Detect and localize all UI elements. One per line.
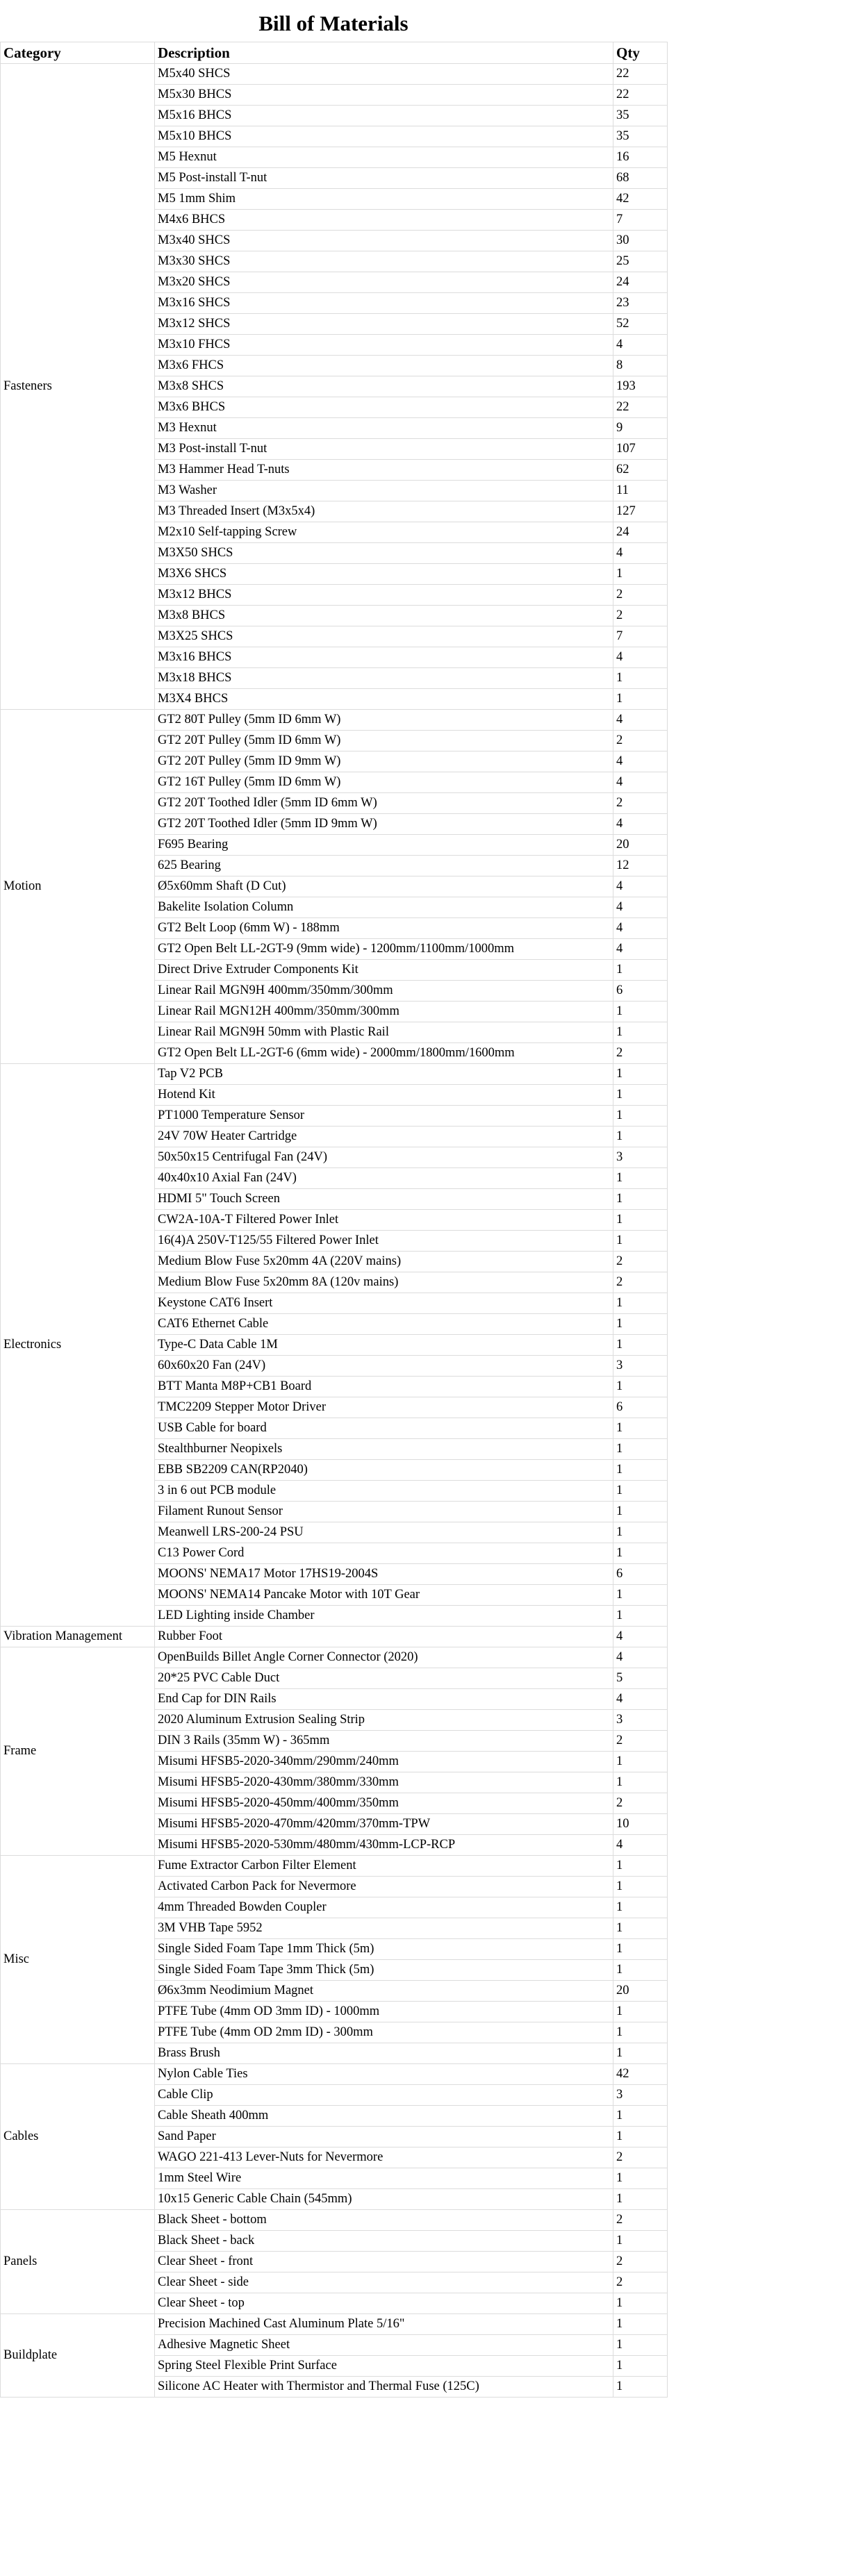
- qty-cell: 1: [613, 1064, 668, 1085]
- description-cell: 24V 70W Heater Cartridge: [155, 1127, 613, 1147]
- table-body: [1, 64, 668, 2398]
- description-cell: EBB SB2209 CAN(RP2040): [155, 1460, 613, 1481]
- qty-cell: 62: [613, 460, 668, 481]
- description-cell: M3x16 BHCS: [155, 647, 613, 668]
- description-cell: M3x20 SHCS: [155, 272, 613, 293]
- description-cell: M3x6 FHCS: [155, 356, 613, 376]
- qty-cell: 24: [613, 522, 668, 543]
- qty-cell: 1: [613, 1856, 668, 1877]
- description-cell: M3x12 SHCS: [155, 314, 613, 335]
- description-cell: GT2 20T Toothed Idler (5mm ID 6mm W): [155, 793, 613, 814]
- description-cell: 50x50x15 Centrifugal Fan (24V): [155, 1147, 613, 1168]
- qty-cell: 3: [613, 1710, 668, 1731]
- qty-cell: 127: [613, 501, 668, 522]
- description-cell: Adhesive Magnetic Sheet: [155, 2335, 613, 2356]
- description-cell: PT1000 Temperature Sensor: [155, 1106, 613, 1127]
- description-cell: M3x10 FHCS: [155, 335, 613, 356]
- description-cell: GT2 Open Belt LL-2GT-9 (9mm wide) - 1200mm/1100mm/1000mm: [155, 939, 613, 960]
- description-cell: OpenBuilds Billet Angle Corner Connector (2020): [155, 1647, 613, 1668]
- qty-cell: 1: [613, 1502, 668, 1522]
- description-cell: 3M VHB Tape 5952: [155, 1918, 613, 1939]
- qty-cell: 42: [613, 2064, 668, 2085]
- description-cell: M3X6 SHCS: [155, 564, 613, 585]
- description-cell: USB Cable for board: [155, 1418, 613, 1439]
- qty-cell: 1: [613, 1314, 668, 1335]
- qty-cell: 1: [613, 1168, 668, 1189]
- qty-cell: 2: [613, 2252, 668, 2272]
- description-cell: Misumi HFSB5-2020-530mm/480mm/430mm-LCP-RCP: [155, 1835, 613, 1856]
- description-cell: Tap V2 PCB: [155, 1064, 613, 1085]
- description-cell: Filament Runout Sensor: [155, 1502, 613, 1522]
- qty-cell: 4: [613, 543, 668, 564]
- qty-cell: 1: [613, 1377, 668, 1397]
- description-cell: Cable Sheath 400mm: [155, 2106, 613, 2127]
- category-cell: Cables: [1, 2064, 155, 2210]
- qty-cell: 4: [613, 1835, 668, 1856]
- description-cell: M3X25 SHCS: [155, 626, 613, 647]
- description-cell: M3 Post-install T-nut: [155, 439, 613, 460]
- qty-cell: 193: [613, 376, 668, 397]
- description-cell: C13 Power Cord: [155, 1543, 613, 1564]
- qty-cell: 1: [613, 1293, 668, 1314]
- qty-cell: 1: [613, 2127, 668, 2147]
- description-cell: Nylon Cable Ties: [155, 2064, 613, 2085]
- description-cell: CW2A-10A-T Filtered Power Inlet: [155, 1210, 613, 1231]
- description-cell: Misumi HFSB5-2020-340mm/290mm/240mm: [155, 1752, 613, 1772]
- description-cell: M3X4 BHCS: [155, 689, 613, 710]
- description-cell: 3 in 6 out PCB module: [155, 1481, 613, 1502]
- description-cell: Activated Carbon Pack for Nevermore: [155, 1877, 613, 1897]
- description-cell: 10x15 Generic Cable Chain (545mm): [155, 2189, 613, 2210]
- qty-cell: 52: [613, 314, 668, 335]
- description-cell: M3x8 BHCS: [155, 606, 613, 626]
- description-cell: Rubber Foot: [155, 1627, 613, 1647]
- qty-cell: 1: [613, 1022, 668, 1043]
- description-cell: M3x18 BHCS: [155, 668, 613, 689]
- description-cell: M5x40 SHCS: [155, 64, 613, 85]
- qty-cell: 1: [613, 1877, 668, 1897]
- qty-cell: 3: [613, 1147, 668, 1168]
- description-cell: Clear Sheet - front: [155, 2252, 613, 2272]
- qty-cell: 1: [613, 1772, 668, 1793]
- description-cell: 20*25 PVC Cable Duct: [155, 1668, 613, 1689]
- qty-cell: 35: [613, 126, 668, 147]
- description-cell: PTFE Tube (4mm OD 3mm ID) - 1000mm: [155, 2002, 613, 2022]
- table-row: [1, 710, 668, 731]
- qty-cell: 4: [613, 939, 668, 960]
- header-category: Category: [1, 42, 155, 64]
- qty-cell: 42: [613, 189, 668, 210]
- qty-cell: 1: [613, 1127, 668, 1147]
- qty-cell: 22: [613, 397, 668, 418]
- description-cell: 60x60x20 Fan (24V): [155, 1356, 613, 1377]
- qty-cell: 4: [613, 772, 668, 793]
- qty-cell: 4: [613, 897, 668, 918]
- description-cell: Ø5x60mm Shaft (D Cut): [155, 876, 613, 897]
- qty-cell: 16: [613, 147, 668, 168]
- table-row: [1, 2210, 668, 2231]
- table-row: [1, 2314, 668, 2335]
- category-cell: Frame: [1, 1647, 155, 1856]
- description-cell: Cable Clip: [155, 2085, 613, 2106]
- qty-cell: 1: [613, 2168, 668, 2189]
- description-cell: M5x10 BHCS: [155, 126, 613, 147]
- description-cell: HDMI 5" Touch Screen: [155, 1189, 613, 1210]
- table-row: [1, 1856, 668, 1877]
- qty-cell: 30: [613, 231, 668, 251]
- description-cell: End Cap for DIN Rails: [155, 1689, 613, 1710]
- table-row: [1, 2064, 668, 2085]
- description-cell: M5 1mm Shim: [155, 189, 613, 210]
- description-cell: GT2 Belt Loop (6mm W) - 188mm: [155, 918, 613, 939]
- page-title: Bill of Materials: [258, 11, 409, 35]
- qty-cell: 3: [613, 1356, 668, 1377]
- description-cell: Spring Steel Flexible Print Surface: [155, 2356, 613, 2377]
- qty-cell: 1: [613, 2314, 668, 2335]
- description-cell: Silicone AC Heater with Thermistor and Thermal Fuse (125C): [155, 2377, 613, 2398]
- qty-cell: 1: [613, 1085, 668, 1106]
- description-cell: M3 Threaded Insert (M3x5x4): [155, 501, 613, 522]
- description-cell: DIN 3 Rails (35mm W) - 365mm: [155, 1731, 613, 1752]
- qty-cell: 2: [613, 585, 668, 606]
- table-row: [1, 1064, 668, 1085]
- description-cell: PTFE Tube (4mm OD 2mm ID) - 300mm: [155, 2022, 613, 2043]
- qty-cell: 1: [613, 2106, 668, 2127]
- qty-cell: 20: [613, 835, 668, 856]
- qty-cell: 1: [613, 1585, 668, 1606]
- qty-cell: 4: [613, 814, 668, 835]
- description-cell: M5 Post-install T-nut: [155, 168, 613, 189]
- description-cell: M3x30 SHCS: [155, 251, 613, 272]
- description-cell: GT2 20T Pulley (5mm ID 6mm W): [155, 731, 613, 751]
- qty-cell: 1: [613, 1106, 668, 1127]
- description-cell: Fume Extractor Carbon Filter Element: [155, 1856, 613, 1877]
- qty-cell: 1: [613, 1189, 668, 1210]
- qty-cell: 24: [613, 272, 668, 293]
- qty-cell: 2: [613, 731, 668, 751]
- description-cell: Clear Sheet - side: [155, 2272, 613, 2293]
- description-cell: GT2 16T Pulley (5mm ID 6mm W): [155, 772, 613, 793]
- qty-cell: 10: [613, 1814, 668, 1835]
- qty-cell: 1: [613, 960, 668, 981]
- qty-cell: 1: [613, 2022, 668, 2043]
- description-cell: M3X50 SHCS: [155, 543, 613, 564]
- qty-cell: 7: [613, 626, 668, 647]
- description-cell: Keystone CAT6 Insert: [155, 1293, 613, 1314]
- qty-cell: 1: [613, 2293, 668, 2314]
- qty-cell: 2: [613, 1272, 668, 1293]
- description-cell: Medium Blow Fuse 5x20mm 8A (120v mains): [155, 1272, 613, 1293]
- qty-cell: 11: [613, 481, 668, 501]
- description-cell: M3x12 BHCS: [155, 585, 613, 606]
- qty-cell: 2: [613, 1731, 668, 1752]
- description-cell: Precision Machined Cast Aluminum Plate 5/16": [155, 2314, 613, 2335]
- description-cell: MOONS' NEMA17 Motor 17HS19-2004S: [155, 1564, 613, 1585]
- qty-cell: 1: [613, 2356, 668, 2377]
- qty-cell: 1: [613, 1752, 668, 1772]
- description-cell: TMC2209 Stepper Motor Driver: [155, 1397, 613, 1418]
- qty-cell: 1: [613, 1606, 668, 1627]
- qty-cell: 2: [613, 606, 668, 626]
- qty-cell: 1: [613, 1231, 668, 1252]
- description-cell: M3 Hammer Head T-nuts: [155, 460, 613, 481]
- description-cell: Brass Brush: [155, 2043, 613, 2064]
- description-cell: Linear Rail MGN12H 400mm/350mm/300mm: [155, 1002, 613, 1022]
- description-cell: Linear Rail MGN9H 400mm/350mm/300mm: [155, 981, 613, 1002]
- qty-cell: 1: [613, 2377, 668, 2398]
- qty-cell: 2: [613, 2210, 668, 2231]
- qty-cell: 9: [613, 418, 668, 439]
- description-cell: M5 Hexnut: [155, 147, 613, 168]
- qty-cell: 4: [613, 335, 668, 356]
- qty-cell: 2: [613, 1043, 668, 1064]
- qty-cell: 107: [613, 439, 668, 460]
- description-cell: GT2 Open Belt LL-2GT-6 (6mm wide) - 2000mm/1800mm/1600mm: [155, 1043, 613, 1064]
- table-row: [1, 1627, 668, 1647]
- qty-cell: 1: [613, 668, 668, 689]
- category-cell: Fasteners: [1, 64, 155, 710]
- description-cell: Ø6x3mm Neodimium Magnet: [155, 1981, 613, 2002]
- description-cell: Bakelite Isolation Column: [155, 897, 613, 918]
- description-cell: Hotend Kit: [155, 1085, 613, 1106]
- description-cell: M5x30 BHCS: [155, 85, 613, 106]
- description-cell: 40x40x10 Axial Fan (24V): [155, 1168, 613, 1189]
- description-cell: Misumi HFSB5-2020-470mm/420mm/370mm-TPW: [155, 1814, 613, 1835]
- description-cell: M5x16 BHCS: [155, 106, 613, 126]
- description-cell: BTT Manta M8P+CB1 Board: [155, 1377, 613, 1397]
- description-cell: M4x6 BHCS: [155, 210, 613, 231]
- qty-cell: 4: [613, 918, 668, 939]
- qty-cell: 6: [613, 1397, 668, 1418]
- description-cell: Medium Blow Fuse 5x20mm 4A (220V mains): [155, 1252, 613, 1272]
- qty-cell: 22: [613, 64, 668, 85]
- qty-cell: 2: [613, 1252, 668, 1272]
- qty-cell: 1: [613, 1897, 668, 1918]
- qty-cell: 4: [613, 710, 668, 731]
- qty-cell: 4: [613, 1689, 668, 1710]
- qty-cell: 2: [613, 793, 668, 814]
- qty-cell: 23: [613, 293, 668, 314]
- description-cell: CAT6 Ethernet Cable: [155, 1314, 613, 1335]
- qty-cell: 1: [613, 564, 668, 585]
- qty-cell: 1: [613, 2335, 668, 2356]
- qty-cell: 4: [613, 1627, 668, 1647]
- qty-cell: 1: [613, 1439, 668, 1460]
- qty-cell: 1: [613, 2231, 668, 2252]
- description-cell: Black Sheet - back: [155, 2231, 613, 2252]
- description-cell: Direct Drive Extruder Components Kit: [155, 960, 613, 981]
- description-cell: Sand Paper: [155, 2127, 613, 2147]
- qty-cell: 4: [613, 647, 668, 668]
- table-row: [1, 1647, 668, 1668]
- description-cell: Type-C Data Cable 1M: [155, 1335, 613, 1356]
- qty-cell: 3: [613, 2085, 668, 2106]
- description-cell: M3x8 SHCS: [155, 376, 613, 397]
- description-cell: Clear Sheet - top: [155, 2293, 613, 2314]
- qty-cell: 1: [613, 1460, 668, 1481]
- description-cell: GT2 20T Toothed Idler (5mm ID 9mm W): [155, 814, 613, 835]
- qty-cell: 1: [613, 689, 668, 710]
- description-cell: Meanwell LRS-200-24 PSU: [155, 1522, 613, 1543]
- qty-cell: 1: [613, 1939, 668, 1960]
- description-cell: Single Sided Foam Tape 3mm Thick (5m): [155, 1960, 613, 1981]
- header-qty: Qty: [613, 42, 668, 64]
- qty-cell: 4: [613, 1647, 668, 1668]
- category-cell: Misc: [1, 1856, 155, 2064]
- description-cell: F695 Bearing: [155, 835, 613, 856]
- description-cell: Misumi HFSB5-2020-450mm/400mm/350mm: [155, 1793, 613, 1814]
- bom-table: [0, 42, 668, 2398]
- description-cell: M3x6 BHCS: [155, 397, 613, 418]
- header-row: [1, 42, 668, 64]
- category-cell: Electronics: [1, 1064, 155, 1627]
- description-cell: Stealthburner Neopixels: [155, 1439, 613, 1460]
- description-cell: Linear Rail MGN9H 50mm with Plastic Rail: [155, 1022, 613, 1043]
- qty-cell: 20: [613, 1981, 668, 2002]
- description-cell: Black Sheet - bottom: [155, 2210, 613, 2231]
- qty-cell: 6: [613, 981, 668, 1002]
- qty-cell: 1: [613, 1335, 668, 1356]
- table-row: [1, 64, 668, 85]
- qty-cell: 1: [613, 1210, 668, 1231]
- description-cell: LED Lighting inside Chamber: [155, 1606, 613, 1627]
- description-cell: 2020 Aluminum Extrusion Sealing Strip: [155, 1710, 613, 1731]
- qty-cell: 1: [613, 1543, 668, 1564]
- qty-cell: 22: [613, 85, 668, 106]
- description-cell: 16(4)A 250V-T125/55 Filtered Power Inlet: [155, 1231, 613, 1252]
- qty-cell: 1: [613, 1418, 668, 1439]
- description-cell: GT2 20T Pulley (5mm ID 9mm W): [155, 751, 613, 772]
- description-cell: M3x16 SHCS: [155, 293, 613, 314]
- description-cell: M3x40 SHCS: [155, 231, 613, 251]
- qty-cell: 4: [613, 751, 668, 772]
- qty-cell: 2: [613, 1793, 668, 1814]
- qty-cell: 7: [613, 210, 668, 231]
- qty-cell: 1: [613, 1002, 668, 1022]
- description-cell: 4mm Threaded Bowden Coupler: [155, 1897, 613, 1918]
- qty-cell: 1: [613, 1918, 668, 1939]
- qty-cell: 2: [613, 2272, 668, 2293]
- qty-cell: 1: [613, 1481, 668, 1502]
- header-description: Description: [155, 42, 613, 64]
- qty-cell: 2: [613, 2147, 668, 2168]
- qty-cell: 6: [613, 1564, 668, 1585]
- category-cell: Panels: [1, 2210, 155, 2314]
- description-cell: M3 Hexnut: [155, 418, 613, 439]
- qty-cell: 25: [613, 251, 668, 272]
- table-header: [1, 42, 668, 64]
- qty-cell: 8: [613, 356, 668, 376]
- qty-cell: 1: [613, 1960, 668, 1981]
- description-cell: MOONS' NEMA14 Pancake Motor with 10T Gear: [155, 1585, 613, 1606]
- qty-cell: 12: [613, 856, 668, 876]
- description-cell: GT2 80T Pulley (5mm ID 6mm W): [155, 710, 613, 731]
- qty-cell: 1: [613, 1522, 668, 1543]
- qty-cell: 1: [613, 2043, 668, 2064]
- description-cell: 1mm Steel Wire: [155, 2168, 613, 2189]
- description-cell: Misumi HFSB5-2020-430mm/380mm/330mm: [155, 1772, 613, 1793]
- qty-cell: 1: [613, 2189, 668, 2210]
- qty-cell: 5: [613, 1668, 668, 1689]
- category-cell: Vibration Management: [1, 1627, 155, 1647]
- category-cell: Motion: [1, 710, 155, 1064]
- qty-cell: 68: [613, 168, 668, 189]
- category-cell: Buildplate: [1, 2314, 155, 2398]
- description-cell: 625 Bearing: [155, 856, 613, 876]
- qty-cell: 4: [613, 876, 668, 897]
- qty-cell: 1: [613, 2002, 668, 2022]
- description-cell: Single Sided Foam Tape 1mm Thick (5m): [155, 1939, 613, 1960]
- description-cell: M2x10 Self-tapping Screw: [155, 522, 613, 543]
- qty-cell: 35: [613, 106, 668, 126]
- description-cell: WAGO 221-413 Lever-Nuts for Nevermore: [155, 2147, 613, 2168]
- description-cell: M3 Washer: [155, 481, 613, 501]
